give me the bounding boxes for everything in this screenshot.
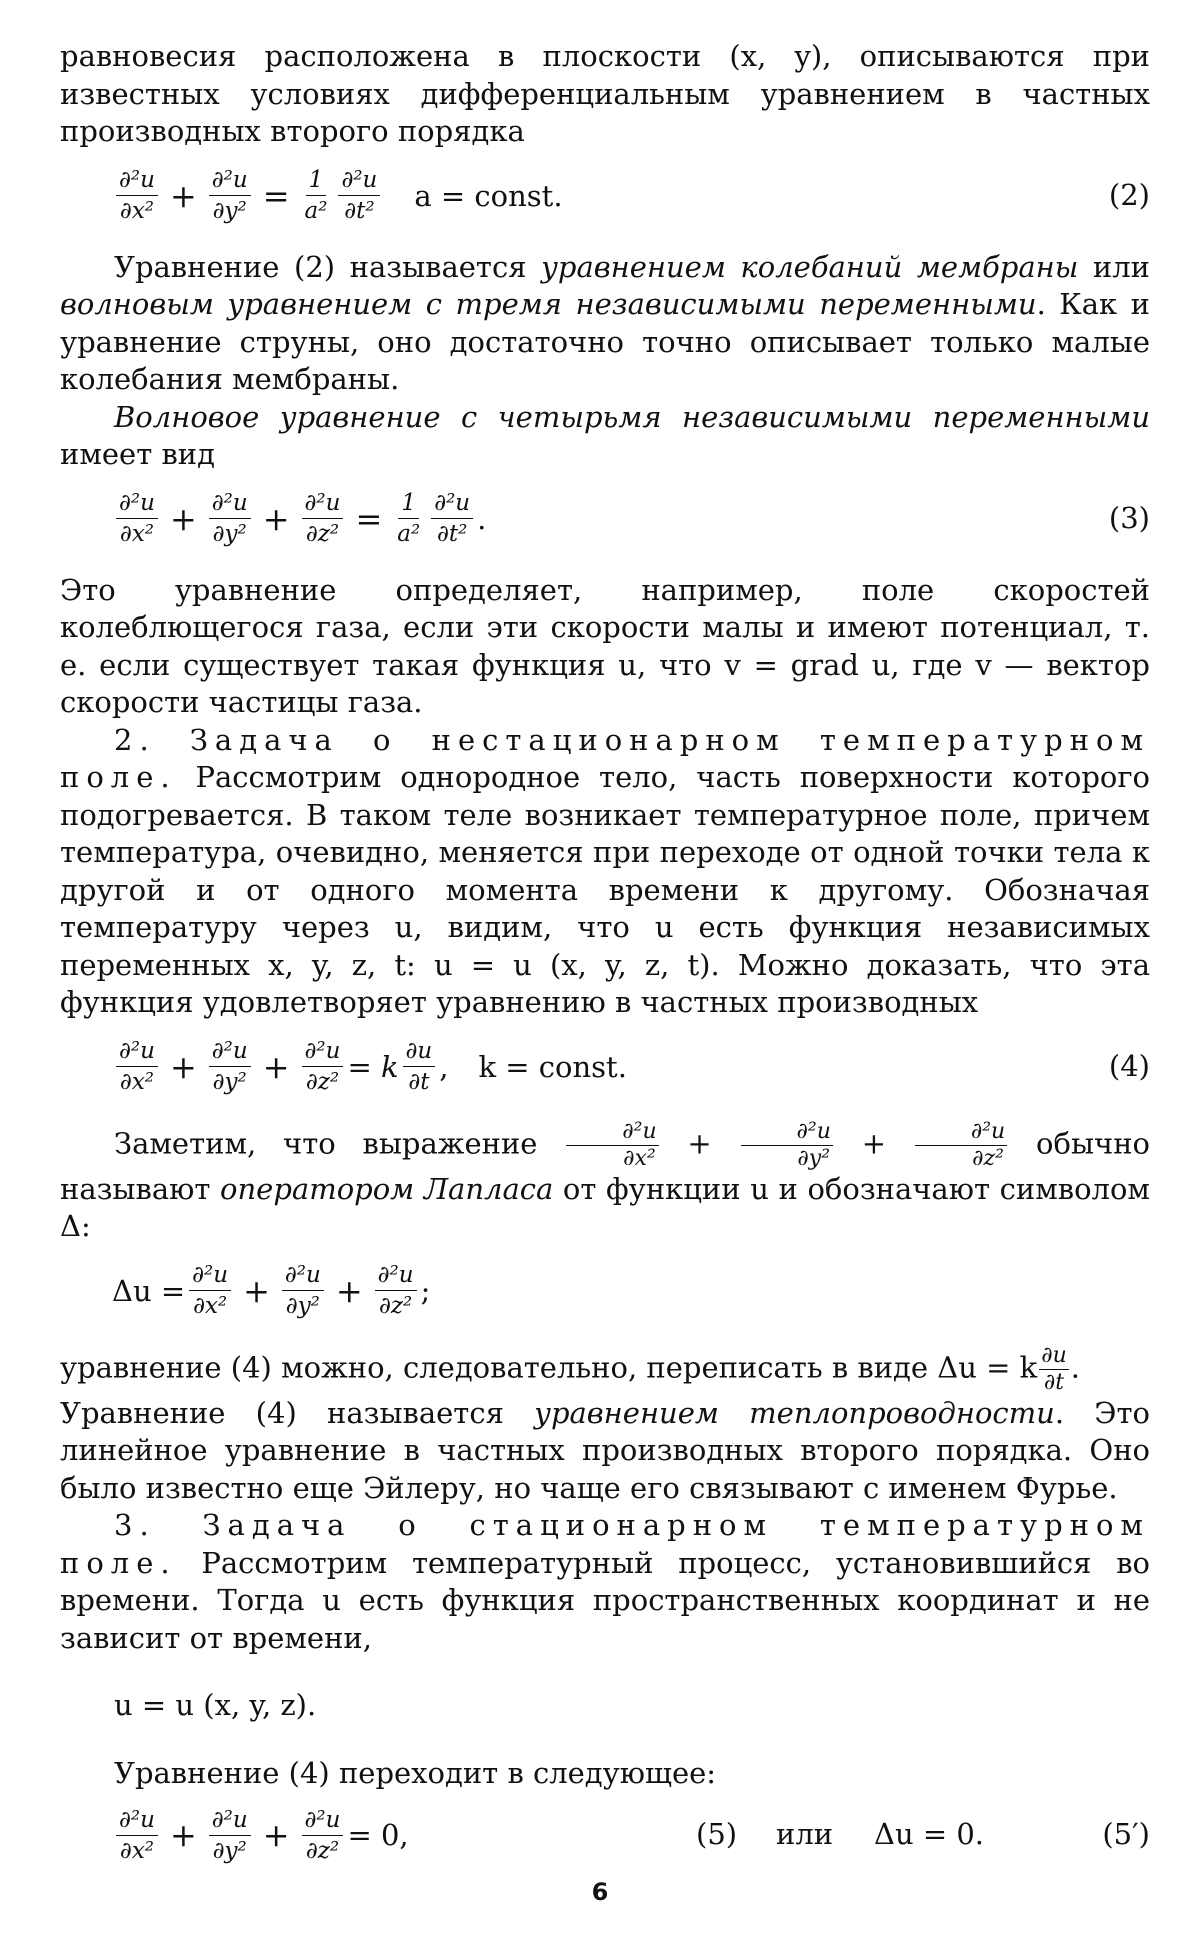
- eq3-rhs-den: ∂t²: [436, 521, 468, 547]
- para3-term: Волновое уравнение с четырьмя независимыми переменными: [114, 399, 1150, 434]
- eq2-coef-den: a²: [304, 198, 328, 224]
- paragraph-membrane: [60, 249, 1150, 399]
- para2-text-c: или: [1078, 249, 1150, 284]
- para7-text-b: .: [1070, 1350, 1080, 1384]
- para6-term-laplace: оператором Лапласа: [220, 1171, 554, 1206]
- para6-f2-den: ∂y²: [797, 1145, 831, 1171]
- eq5-alt: Δu = 0.: [874, 1817, 985, 1851]
- para2-text-e: . Как и уравнение струны, оно достаточно точно описывает только малые колебания мембраны.: [60, 287, 1151, 396]
- eqD-t3-den: ∂z²: [378, 1293, 413, 1319]
- para6-text-d: от функции u и обозначают символом Δ:: [60, 1171, 1150, 1243]
- eq2-coef-num: 1: [306, 167, 327, 196]
- paragraph-four-variables: [60, 399, 1150, 474]
- eq3-coef-den: a²: [397, 521, 421, 547]
- paragraph-intro: равновесия расположена в плоскости (x, y), описываются при известных условиях дифференциальным уравнением в частных производных второго порядка: [60, 39, 1150, 148]
- para7-frac-den: ∂t: [1043, 1369, 1065, 1395]
- task3-heading: 3. Задача о стационарном температурном поле.: [60, 1508, 1150, 1580]
- para2-text-a: Уравнение (2) называется: [114, 249, 542, 284]
- eq2-frac1-num: ∂²u: [116, 167, 158, 196]
- eq3-t3-den: ∂z²: [305, 521, 340, 547]
- para2-term-membrane: уравнением колебаний мембраны: [541, 249, 1079, 284]
- task2-heading: 2. Задача о нестационарном температурном поле.: [60, 722, 1150, 794]
- eq3-t2-den: ∂y²: [212, 521, 247, 547]
- paragraph-transition: Уравнение (4) переходит в следующее:: [114, 1755, 717, 1790]
- eq3-t2-num: ∂²u: [209, 490, 251, 519]
- eq2-frac1-den: ∂x²: [119, 198, 155, 224]
- equation-laplacian: Δu = $\frac{\text{∂²u}}{\text{∂x²}}$ + $\frac{\text{∂²u}}{\text{∂y²}}$ + $\frac{\text{∂²u}}{\text{∂z²}}$ ;: [112, 1262, 431, 1319]
- equation-4: $\frac{\text{∂²u}}{\text{∂x²}}$ + $\frac{\text{∂²u}}{\text{∂y²}}$ + $\frac{\text{∂²u}}{\text{∂z²}}$ = k $\frac{\partial u}{\partial t}$ , k = const. (4): [112, 1032, 1150, 1102]
- eq4-t3-den: ∂z²: [305, 1069, 340, 1095]
- eqD-t1-den: ∂x²: [193, 1293, 228, 1319]
- para6-f3-den: ∂z²: [972, 1145, 1004, 1171]
- equation-u-xyz: u = u (x, y, z).: [114, 1688, 317, 1722]
- para7-frac-num: ∂u: [1041, 1342, 1067, 1368]
- equation-5: $\frac{\text{∂²u}}{\text{∂x²}}$ + $\frac{\text{∂²u}}{\text{∂y²}}$ + $\frac{\text{∂²u}}{\text{∂z²}}$ = 0, (5) или Δu = 0. (5′): [112, 1800, 1150, 1870]
- eq4-t1-num: ∂²u: [116, 1038, 158, 1067]
- eq3-rhs-num: ∂²u: [431, 490, 473, 519]
- paragraph-laplace: Заметим, что выражение $\frac{\text{∂²u}}{\text{∂x²}}$ + $\frac{\text{∂²u}}{\text{∂y²}}$ + $\frac{\text{∂²u}}{\text{∂z²}}$ обычно называют оператором Лапласа от функции u и обозначают символом Δ:: [60, 1118, 1150, 1243]
- eq5-end: = 0,: [347, 1818, 409, 1852]
- eq4-number: (4): [1108, 1048, 1150, 1083]
- paragraph-task-3: [60, 1507, 1150, 1657]
- para8-term-heat: уравнением теплопроводности: [534, 1395, 1055, 1430]
- eqD-t1-num: ∂²u: [189, 1262, 231, 1291]
- task2-body: Рассмотрим однородное тело, часть поверхности которого подогревается. В таком теле возникает температурное поле, причем температура, очевидно, меняется при переходе от одной точки тела к другой и от одного момента времени к другому. Обозначая температуру через u, видим, что u есть функция независимых переменных x, y, z, t: u = u (x, y, z, t). Можно доказать, что эта функция удовлетворяет уравнению в частных производных: [60, 760, 1150, 1019]
- eq2-frac2-den: ∂y²: [212, 198, 247, 224]
- eqD-lhs: Δu =: [112, 1273, 186, 1308]
- eq5-t1-num: ∂²u: [116, 1807, 158, 1836]
- eq2-plus: +: [169, 176, 197, 215]
- eq3-t1-den: ∂x²: [119, 521, 155, 547]
- eq5-t3-num: ∂²u: [302, 1807, 344, 1836]
- eq2-frac2-num: ∂²u: [209, 167, 251, 196]
- para3-text: имеет вид: [60, 437, 215, 471]
- eq5-ili: или: [776, 1817, 834, 1851]
- eqD-t3-num: ∂²u: [375, 1262, 417, 1291]
- para2-term-wave: волновым уравнением с тремя независимыми переменными: [60, 287, 1037, 321]
- paragraph-gas-velocity: Это уравнение определяет, например, поле скоростей колеблющегося газа, если эти скорости малы и имеют потенциал, т. е. если существует такая функция u, что v = grad u, где v — вектор скорости частицы газа.: [60, 572, 1150, 719]
- eq3-number: (3): [1108, 500, 1150, 535]
- eq5-alt-number: (5′): [1102, 1817, 1150, 1851]
- para8-text-c: . Это линейное уравнение в частных производных второго порядка. Оно было известно еще Эйлеру, но чаще его связывают с именем Фурье.: [60, 1395, 1150, 1505]
- para6-f1-den: ∂x²: [623, 1145, 656, 1171]
- eq3-t1-num: ∂²u: [116, 490, 158, 519]
- eq4-t3-num: ∂²u: [302, 1038, 344, 1067]
- eq4-note: k = const.: [478, 1049, 627, 1084]
- eq5-number: (5): [696, 1817, 738, 1851]
- eqD-t2-num: ∂²u: [282, 1262, 324, 1291]
- para6-text-b: обычно называют: [60, 1126, 1150, 1206]
- para8-text-a: Уравнение (4) называется: [60, 1395, 535, 1430]
- paragraph-heat-equation: [60, 1395, 1150, 1508]
- eq4-t1-den: ∂x²: [119, 1069, 155, 1095]
- eq3-t3-num: ∂²u: [302, 490, 344, 519]
- equation-2: [112, 161, 1150, 231]
- para6-f2-num: ∂²u: [741, 1120, 833, 1146]
- eq4-rhs-num: ∂u: [403, 1038, 436, 1067]
- para6-f3-num: ∂²u: [915, 1120, 1007, 1146]
- eq5-t1-den: ∂x²: [119, 1837, 155, 1864]
- eq4-k: = k: [347, 1049, 399, 1084]
- para6-f1-num: ∂²u: [566, 1120, 658, 1146]
- page-number: 6: [591, 1878, 609, 1906]
- eq4-rhs-den: ∂t: [408, 1069, 430, 1095]
- eq4-t2-den: ∂y²: [212, 1069, 247, 1095]
- eq2-note: a = const.: [414, 178, 563, 213]
- eq2-rhs-den: ∂t²: [344, 198, 375, 224]
- eq2-rhs-num: ∂²u: [338, 167, 380, 196]
- eq3-coef-num: 1: [398, 490, 419, 519]
- paragraph-rewrite: [60, 1344, 1150, 1395]
- paragraph-task-2: [60, 722, 1150, 1022]
- task3-body: Рассмотрим температурный процесс, установившийся во времени. Тогда u есть функция пространственных координат и не зависит от времени,: [60, 1545, 1150, 1655]
- eq4-t2-num: ∂²u: [209, 1038, 251, 1067]
- eqD-end: ;: [420, 1273, 431, 1308]
- eqD-t2-den: ∂y²: [285, 1293, 320, 1319]
- equation-3: $\frac{\text{∂²u}}{\text{∂x²}}$ + $\frac{\text{∂²u}}{\text{∂y²}}$ + $\frac{\text{∂²u}}{\text{∂z²}}$ = $\frac{1}{\text{a²}}$ $\frac{\text{∂²u}}{\text{∂t²}}$ . (3): [112, 484, 1150, 554]
- eq2-equals: =: [262, 176, 290, 215]
- eq5-t3-den: ∂z²: [305, 1837, 340, 1864]
- eq2-number: (2): [1108, 177, 1150, 212]
- eq5-t2-den: ∂y²: [212, 1837, 247, 1864]
- para7-text-a: уравнение (4) можно, следовательно, переписать в виде Δu = k: [60, 1350, 1038, 1384]
- page-body: [60, 38, 1150, 1870]
- eq5-t2-num: ∂²u: [209, 1807, 251, 1836]
- para6-text-a: Заметим, что выражение: [114, 1126, 538, 1160]
